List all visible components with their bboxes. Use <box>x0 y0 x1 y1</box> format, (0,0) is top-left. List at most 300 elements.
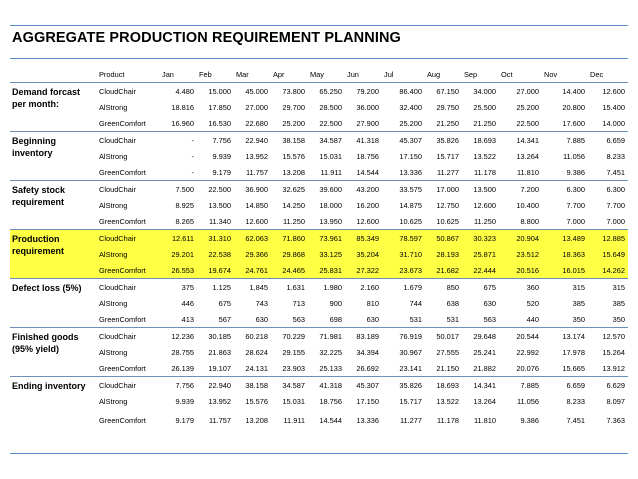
value-cell: 440 <box>526 314 539 324</box>
value-cell: 6.300 <box>588 181 628 198</box>
value-cell: 375 <box>160 279 197 296</box>
value-cell: 18.816 <box>171 102 194 112</box>
value-cell: 19.674 <box>197 262 234 279</box>
value-cell: 18.693 <box>462 132 499 149</box>
value-cell: 71.860 <box>271 230 308 247</box>
value-cell: 6.659 <box>588 132 628 149</box>
table-row <box>10 83 628 100</box>
value-cell: 698 <box>329 314 342 324</box>
value-cell: 8.925 <box>175 200 194 210</box>
value-cell: 35.204 <box>345 246 382 262</box>
value-cell: 11.056 <box>516 396 539 406</box>
value-cell: 563 <box>292 314 305 324</box>
value-cell: 13.952 <box>208 396 231 406</box>
value-cell: 32.400 <box>399 102 422 112</box>
table-row <box>10 377 628 394</box>
value-cell: 17.850 <box>208 102 231 112</box>
value-cell: 10.625 <box>436 216 459 226</box>
value-cell: 15.031 <box>319 151 342 161</box>
value-cell: 11.810 <box>516 167 539 177</box>
value-cell: 8.800 <box>520 216 539 226</box>
table-row <box>10 409 628 432</box>
value-cell: 9.386 <box>566 167 585 177</box>
value-cell: 23.903 <box>282 363 305 373</box>
value-cell: 14.875 <box>399 200 422 210</box>
value-cell: 14.341 <box>499 132 542 149</box>
value-cell: 29.868 <box>271 246 308 262</box>
value-cell: 29.155 <box>282 347 305 357</box>
value-cell: 14.000 <box>602 118 625 128</box>
value-cell: 12.236 <box>160 328 197 345</box>
value-cell: 22.500 <box>516 118 539 128</box>
value-cell: 14.850 <box>245 200 268 210</box>
table-row <box>10 115 628 132</box>
value-cell: 14.400 <box>542 83 588 100</box>
product-cell: AlStrong <box>99 151 128 161</box>
value-cell: 35.826 <box>425 132 462 149</box>
table-row <box>10 344 628 360</box>
header-month: Oct <box>501 69 513 79</box>
value-cell: 11.277 <box>436 167 459 177</box>
value-cell: 7.451 <box>606 167 625 177</box>
value-cell: 13.489 <box>542 230 588 247</box>
value-cell: 65.250 <box>308 83 345 100</box>
value-cell: 20.904 <box>499 230 542 247</box>
value-cell: 13.522 <box>473 151 496 161</box>
value-cell: 413 <box>181 314 194 324</box>
value-cell: 14.341 <box>462 377 499 394</box>
value-cell: 50.017 <box>425 328 462 345</box>
value-cell: 350 <box>572 314 585 324</box>
table-row <box>10 148 628 164</box>
value-cell: 73.800 <box>271 83 308 100</box>
section-label: Demand forcast per month: <box>10 83 96 132</box>
value-cell: 9.386 <box>520 416 539 425</box>
value-cell: 15.264 <box>602 347 625 357</box>
value-cell: 39.600 <box>308 181 345 198</box>
value-cell: 18.756 <box>356 151 379 161</box>
header-month: Sep <box>464 69 478 79</box>
table-row <box>10 246 628 262</box>
header-product: Product <box>99 69 125 79</box>
value-cell: 76.919 <box>382 328 425 345</box>
product-cell: AlStrong <box>99 347 128 357</box>
value-cell: 6.659 <box>542 377 588 394</box>
value-cell: 1.980 <box>308 279 345 296</box>
product-cell: AlStrong <box>99 102 128 112</box>
value-cell: 34.587 <box>308 132 345 149</box>
product-cell: GreenComfort <box>99 167 146 177</box>
value-cell: 25.133 <box>319 363 342 373</box>
title-rule <box>10 58 628 59</box>
value-cell: 30.323 <box>462 230 499 247</box>
value-cell: 79.200 <box>345 83 382 100</box>
value-cell: 41.318 <box>345 132 382 149</box>
page-title: AGGREGATE PRODUCTION REQUIREMENT PLANNING <box>12 30 401 46</box>
value-cell: 25.241 <box>473 347 496 357</box>
header-month: Mar <box>236 69 249 79</box>
value-cell: 9.179 <box>212 167 231 177</box>
value-cell: 16.200 <box>356 200 379 210</box>
bottom-rule <box>10 453 628 454</box>
header-month: Aug <box>427 69 441 79</box>
value-cell: 16.015 <box>542 262 588 279</box>
top-rule <box>10 25 628 26</box>
value-cell: 675 <box>462 279 499 296</box>
value-cell: 45.307 <box>382 132 425 149</box>
value-cell: 7.500 <box>160 181 197 198</box>
table-row <box>10 279 628 296</box>
value-cell: 20.544 <box>499 328 542 345</box>
table-row <box>10 99 628 115</box>
value-cell: 24.761 <box>234 262 271 279</box>
value-cell: - <box>191 151 194 161</box>
value-cell: 24.131 <box>245 363 268 373</box>
value-cell: 29.648 <box>462 328 499 345</box>
value-cell: 638 <box>446 298 459 308</box>
value-cell: 12.885 <box>588 230 628 247</box>
value-cell: 7.885 <box>499 377 542 394</box>
table-row <box>10 230 628 247</box>
product-cell: GreenComfort <box>99 416 146 425</box>
value-cell: 20.800 <box>562 102 585 112</box>
value-cell: 36.900 <box>234 181 271 198</box>
value-cell: 13.174 <box>542 328 588 345</box>
value-cell: 7.756 <box>197 132 234 149</box>
value-cell: 26.553 <box>160 262 197 279</box>
value-cell: 15.000 <box>197 83 234 100</box>
header-month: Dec <box>590 69 604 79</box>
value-cell: 45.307 <box>345 377 382 394</box>
value-cell: 11.250 <box>282 216 305 226</box>
value-cell: 531 <box>409 314 422 324</box>
value-cell: 22.940 <box>234 132 271 149</box>
section-label: Ending inventory <box>10 377 96 433</box>
value-cell: 16.530 <box>208 118 231 128</box>
value-cell: 25.831 <box>308 262 345 279</box>
table-row <box>10 295 628 311</box>
value-cell: 810 <box>366 298 379 308</box>
value-cell: 13.952 <box>245 151 268 161</box>
value-cell: 11.178 <box>436 416 459 425</box>
value-cell: 25.200 <box>399 118 422 128</box>
value-cell: 62.063 <box>234 230 271 247</box>
value-cell: 26.139 <box>171 363 194 373</box>
value-cell: 17.600 <box>562 118 585 128</box>
value-cell: 15.576 <box>245 396 268 406</box>
value-cell: 17.150 <box>356 396 379 406</box>
value-cell: 13.912 <box>602 363 625 373</box>
value-cell: 12.600 <box>473 200 496 210</box>
value-cell: 22.500 <box>197 181 234 198</box>
value-cell: 11.250 <box>473 216 496 226</box>
product-cell: CloudChair <box>96 132 160 149</box>
value-cell: 29.366 <box>234 246 271 262</box>
header-month: Feb <box>199 69 212 79</box>
header-row <box>10 66 628 83</box>
value-cell: 23.512 <box>499 246 542 262</box>
value-cell: 14.544 <box>356 167 379 177</box>
table-row <box>10 393 628 409</box>
value-cell: 11.056 <box>562 151 585 161</box>
value-cell: 7.700 <box>566 200 585 210</box>
value-cell: 35.826 <box>382 377 425 394</box>
value-cell: 11.277 <box>399 416 422 425</box>
value-cell: 21.250 <box>436 118 459 128</box>
value-cell: 18.000 <box>319 200 342 210</box>
value-cell: 360 <box>499 279 542 296</box>
value-cell: 8.265 <box>175 216 194 226</box>
value-cell: 22.992 <box>516 347 539 357</box>
product-cell: AlStrong <box>96 246 160 262</box>
value-cell: 7.885 <box>542 132 588 149</box>
value-cell: 22.444 <box>462 262 499 279</box>
value-cell: 11.340 <box>208 216 231 226</box>
value-cell: 8.097 <box>606 396 625 406</box>
value-cell: - <box>191 167 194 177</box>
value-cell: 83.189 <box>345 328 382 345</box>
value-cell: 1.631 <box>271 279 308 296</box>
product-cell: CloudChair <box>96 181 160 198</box>
value-cell: 4.480 <box>160 83 197 100</box>
value-cell: 13.208 <box>245 416 268 425</box>
value-cell: 78.597 <box>382 230 425 247</box>
value-cell: 15.665 <box>562 363 585 373</box>
value-cell: 13.336 <box>399 167 422 177</box>
table-row <box>10 181 628 198</box>
value-cell: 12.611 <box>160 230 197 247</box>
value-cell: 743 <box>255 298 268 308</box>
value-cell: 18.363 <box>542 246 588 262</box>
value-cell: 630 <box>255 314 268 324</box>
value-cell: 32.625 <box>271 181 308 198</box>
value-cell: 50.867 <box>425 230 462 247</box>
value-cell: 315 <box>542 279 588 296</box>
value-cell: 13.264 <box>473 396 496 406</box>
value-cell: 27.900 <box>356 118 379 128</box>
value-cell: 563 <box>483 314 496 324</box>
value-cell: 630 <box>366 314 379 324</box>
value-cell: 8.233 <box>606 151 625 161</box>
value-cell: 15.576 <box>282 151 305 161</box>
value-cell: 13.264 <box>516 151 539 161</box>
value-cell: 38.158 <box>271 132 308 149</box>
value-cell: 25.871 <box>462 246 499 262</box>
value-cell: 567 <box>218 314 231 324</box>
product-cell: CloudChair <box>96 328 160 345</box>
table-row <box>10 132 628 149</box>
value-cell: 9.939 <box>175 396 194 406</box>
value-cell: 12.600 <box>588 83 628 100</box>
value-cell: 60.218 <box>234 328 271 345</box>
value-cell: 385 <box>612 298 625 308</box>
value-cell: 7.000 <box>566 216 585 226</box>
value-cell: 31.310 <box>197 230 234 247</box>
value-cell: 28.755 <box>171 347 194 357</box>
product-cell: GreenComfort <box>96 262 160 279</box>
value-cell: 6.629 <box>588 377 628 394</box>
value-cell: 25.200 <box>516 102 539 112</box>
value-cell: - <box>160 132 197 149</box>
header-month: Apr <box>273 69 285 79</box>
product-cell: GreenComfort <box>99 363 146 373</box>
section-label: Finished goods (95% yield) <box>10 328 96 377</box>
product-cell: AlStrong <box>99 396 128 406</box>
value-cell: 34.587 <box>271 377 308 394</box>
value-cell: 13.500 <box>208 200 231 210</box>
value-cell: 17.978 <box>562 347 585 357</box>
value-cell: 28.500 <box>319 102 342 112</box>
value-cell: 18.756 <box>319 396 342 406</box>
value-cell: 71.981 <box>308 328 345 345</box>
value-cell: 7.363 <box>606 416 625 425</box>
header-month: Jan <box>162 69 174 79</box>
table-row <box>10 262 628 279</box>
value-cell: 1.845 <box>234 279 271 296</box>
value-cell: 45.000 <box>234 83 271 100</box>
value-cell: 15.717 <box>436 151 459 161</box>
value-cell: 675 <box>218 298 231 308</box>
product-cell: GreenComfort <box>99 314 146 324</box>
value-cell: 15.649 <box>588 246 628 262</box>
value-cell: 900 <box>329 298 342 308</box>
table-row <box>10 328 628 345</box>
section-label: Production requirement <box>10 230 96 279</box>
value-cell: 12.570 <box>588 328 628 345</box>
product-cell: AlStrong <box>99 200 128 210</box>
value-cell: 13.950 <box>319 216 342 226</box>
value-cell: 9.179 <box>175 416 194 425</box>
value-cell: 11.810 <box>473 416 496 425</box>
value-cell: 30.967 <box>399 347 422 357</box>
value-cell: 23.141 <box>399 363 422 373</box>
product-cell: CloudChair <box>96 230 160 247</box>
value-cell: 21.250 <box>473 118 496 128</box>
value-cell: 15.031 <box>282 396 305 406</box>
value-cell: 21.882 <box>473 363 496 373</box>
value-cell: 11.178 <box>473 167 496 177</box>
value-cell: 27.000 <box>499 83 542 100</box>
table-row <box>10 164 628 181</box>
value-cell: 9.939 <box>212 151 231 161</box>
value-cell: 850 <box>425 279 462 296</box>
value-cell: 22.680 <box>245 118 268 128</box>
table-row <box>10 197 628 213</box>
value-cell: 20.076 <box>516 363 539 373</box>
value-cell: 25.200 <box>282 118 305 128</box>
value-cell: 27.322 <box>345 262 382 279</box>
value-cell: 531 <box>446 314 459 324</box>
value-cell: 33.575 <box>382 181 425 198</box>
value-cell: 70.229 <box>271 328 308 345</box>
value-cell: 24.465 <box>271 262 308 279</box>
table-row <box>10 360 628 377</box>
product-cell: AlStrong <box>99 298 128 308</box>
value-cell: 38.158 <box>234 377 271 394</box>
value-cell: 14.544 <box>319 416 342 425</box>
value-cell: 20.516 <box>499 262 542 279</box>
value-cell: 7.000 <box>606 216 625 226</box>
section-label: Beginning inventory <box>10 132 96 181</box>
value-cell: 17.150 <box>399 151 422 161</box>
product-cell: CloudChair <box>96 377 160 394</box>
value-cell: 12.750 <box>436 200 459 210</box>
value-cell: 1.125 <box>197 279 234 296</box>
table-row <box>10 213 628 230</box>
value-cell: 30.185 <box>197 328 234 345</box>
value-cell: 7.700 <box>606 200 625 210</box>
value-cell: 28.193 <box>425 246 462 262</box>
value-cell: 14.262 <box>588 262 628 279</box>
product-cell: CloudChair <box>96 83 160 100</box>
value-cell: 10.400 <box>516 200 539 210</box>
value-cell: 31.710 <box>382 246 425 262</box>
value-cell: 26.692 <box>356 363 379 373</box>
value-cell: 29.201 <box>160 246 197 262</box>
value-cell: 21.682 <box>425 262 462 279</box>
value-cell: 85.349 <box>345 230 382 247</box>
value-cell: 15.717 <box>399 396 422 406</box>
value-cell: 13.336 <box>356 416 379 425</box>
value-cell: 28.624 <box>245 347 268 357</box>
value-cell: 10.625 <box>399 216 422 226</box>
value-cell: 19.107 <box>208 363 231 373</box>
value-cell: 2.160 <box>345 279 382 296</box>
value-cell: 16.960 <box>171 118 194 128</box>
header-blank <box>10 66 96 83</box>
value-cell: 13.500 <box>462 181 499 198</box>
header-month: Jun <box>347 69 359 79</box>
value-cell: 13.208 <box>282 167 305 177</box>
value-cell: 32.225 <box>319 347 342 357</box>
value-cell: 18.693 <box>425 377 462 394</box>
header-month: Nov <box>544 69 558 79</box>
value-cell: 34.394 <box>356 347 379 357</box>
value-cell: 7.451 <box>566 416 585 425</box>
value-cell: 25.500 <box>473 102 496 112</box>
value-cell: 630 <box>483 298 496 308</box>
value-cell: 22.538 <box>197 246 234 262</box>
value-cell: 67.150 <box>425 83 462 100</box>
value-cell: 520 <box>526 298 539 308</box>
value-cell: 27.000 <box>245 102 268 112</box>
value-cell: 744 <box>409 298 422 308</box>
value-cell: 15.400 <box>602 102 625 112</box>
value-cell: 22.940 <box>197 377 234 394</box>
value-cell: 713 <box>292 298 305 308</box>
value-cell: 350 <box>612 314 625 324</box>
value-cell: 17.000 <box>425 181 462 198</box>
value-cell: 385 <box>572 298 585 308</box>
value-cell: 6.300 <box>542 181 588 198</box>
value-cell: 315 <box>588 279 628 296</box>
value-cell: 446 <box>181 298 194 308</box>
header-month: May <box>310 69 324 79</box>
value-cell: 11.911 <box>320 167 342 177</box>
value-cell: 14.250 <box>282 200 305 210</box>
production-planning-table <box>10 66 628 432</box>
value-cell: 43.200 <box>345 181 382 198</box>
value-cell: 21.150 <box>436 363 459 373</box>
value-cell: 86.400 <box>382 83 425 100</box>
value-cell: 36.000 <box>356 102 379 112</box>
value-cell: 29.700 <box>282 102 305 112</box>
header-month: Jul <box>384 69 394 79</box>
section-label: Safety stock requirement <box>10 181 96 230</box>
value-cell: 41.318 <box>308 377 345 394</box>
value-cell: 11.757 <box>245 167 268 177</box>
value-cell: 13.522 <box>436 396 459 406</box>
